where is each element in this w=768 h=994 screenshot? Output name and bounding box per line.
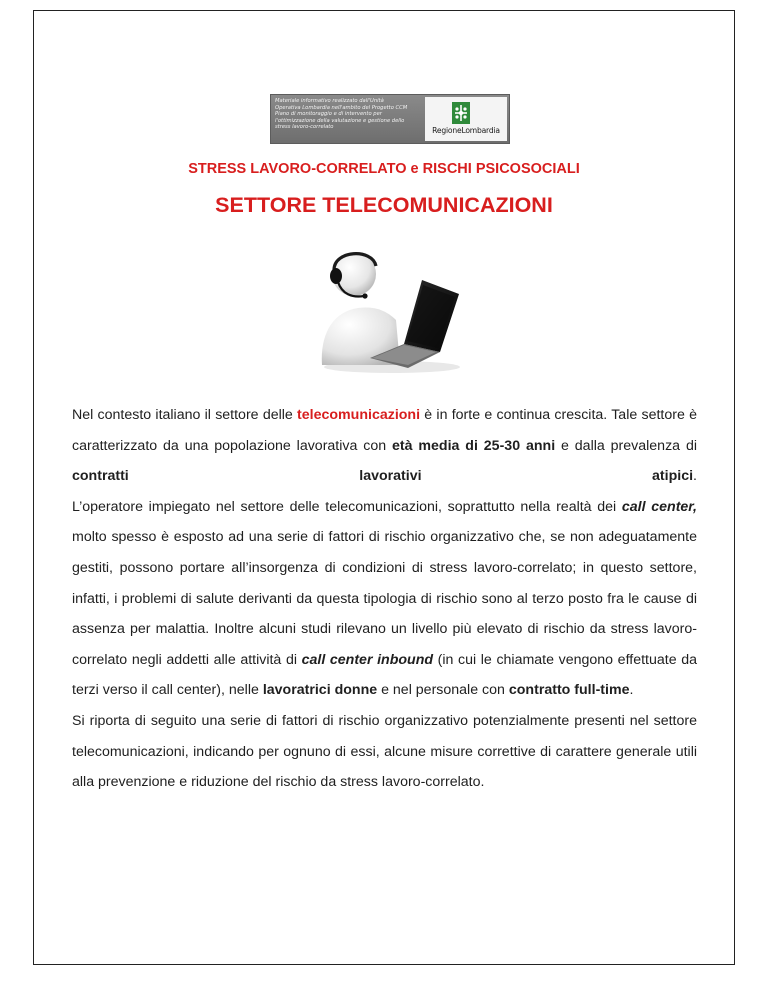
banner-line: Operativa Lombardia nell'ambito del Progetto CCM bbox=[275, 104, 408, 111]
banner-line: Materiale informativo realizzato dall'Unità bbox=[275, 98, 384, 104]
text-run: e nel personale con bbox=[377, 682, 509, 699]
text-run: . bbox=[629, 682, 634, 699]
region-name: RegioneLombardia bbox=[432, 126, 500, 135]
paragraph-call-center bbox=[72, 492, 697, 706]
text-run-bold-italic: call center inbound bbox=[301, 651, 434, 668]
text-run: (in cui le chiamate vengono effettuate da terzi verso il call center), nelle bbox=[72, 651, 697, 699]
text-run-bold: contratti lavorativi atipici bbox=[72, 468, 694, 485]
banner-line: l'ottimizzazione della valutazione e gestione dello bbox=[275, 117, 405, 124]
text-run: . bbox=[693, 468, 697, 485]
text-run: L’operatore impiegato nel settore delle telecomunicazioni, soprattutto nella realtà dei bbox=[72, 498, 622, 515]
banner-text bbox=[275, 98, 435, 131]
text-run-bold: età media di 25-30 anni bbox=[392, 437, 556, 454]
text-run-highlight: telecomunicazioni bbox=[297, 407, 421, 423]
text-run: e dalla prevalenza di bbox=[555, 437, 697, 454]
text-run-bold: contratto full-time bbox=[508, 682, 630, 699]
project-banner bbox=[270, 94, 510, 144]
banner-line: stress lavoro-correlato bbox=[275, 124, 334, 131]
call-center-operator-illustration bbox=[312, 240, 462, 375]
document-subtitle: STRESS LAVORO-CORRELATO e RISCHI PSICOSOCIALI bbox=[188, 161, 580, 177]
document-title: SETTORE TELECOMUNICAZIONI bbox=[215, 193, 553, 217]
lombardia-rose-logo-icon bbox=[452, 102, 470, 124]
paragraph-factors: Si riporta di seguito una serie di fattori di rischio organizzativo potenzialmente presenti nel settore telecomunicazioni, indicando per ognuno di essi, alcune misure correttive di carattere generale utili alla prevenzione e riduzione del rischio da stress lavoro-correlato. bbox=[72, 712, 697, 791]
banner-line: Piano di monitoraggio e di intervento per bbox=[275, 111, 382, 118]
text-run-bold: lavoratrici donne bbox=[262, 682, 378, 699]
paragraph-intro bbox=[72, 400, 697, 492]
text-run-bold-italic: call center, bbox=[621, 498, 697, 515]
body-text bbox=[72, 400, 697, 798]
text-run: Nel contesto italiano il settore delle bbox=[72, 407, 298, 423]
text-run: è in forte e continua crescita. Tale settore è caratterizzato da una popolazione lavorativa con bbox=[72, 407, 697, 454]
text-run: molto spesso è esposto ad una serie di fattori di rischio organizzativo che, se non adeguatamente gestiti, possono portare all’insorgenza di condizioni di stress lavoro-correlato; in questo settore, infatti, i problemi di salute derivanti da questa tipologia di rischio sono al terzo posto fra le cause di assenza per malattia. Inoltre alcuni studi rilevano un livello più elevato di rischio da stress lavoro-correlato negli addetti alle attività di bbox=[72, 529, 697, 668]
region-logo-box bbox=[425, 97, 507, 141]
